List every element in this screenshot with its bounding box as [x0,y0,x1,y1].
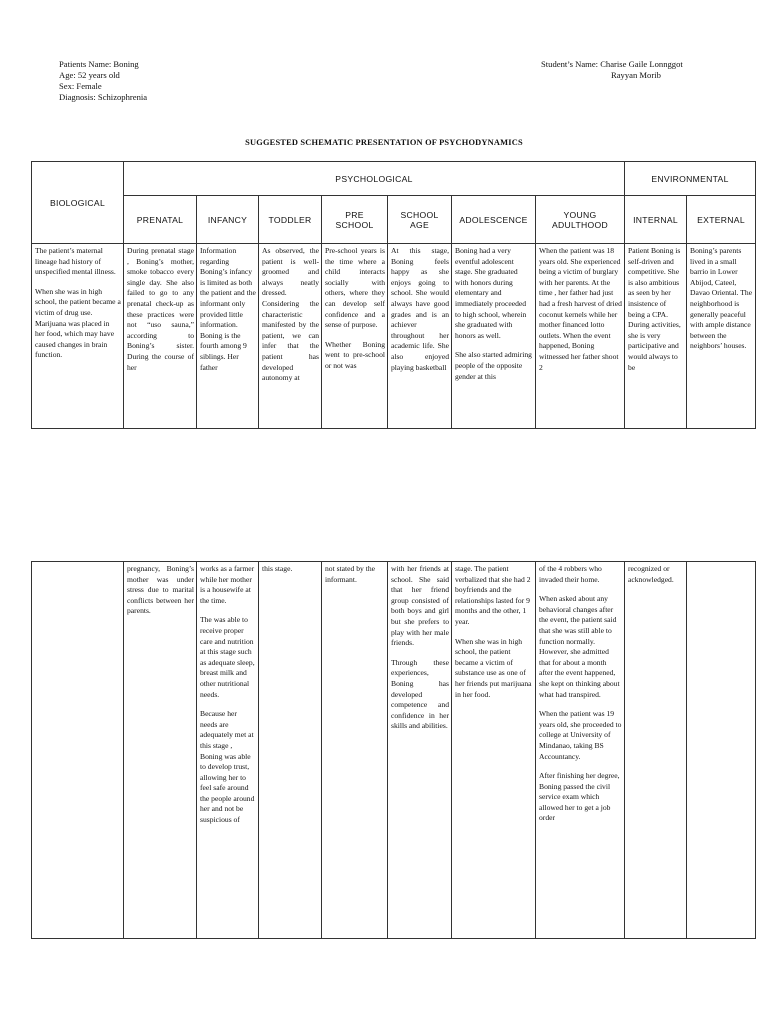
header-environmental: ENVIRONMENTAL [625,162,756,196]
cell-external [687,244,756,429]
paragraph: Patient Boning is self-driven and competitive. She is also ambitious as seen by her insistence of being a CPA. During activities, she is very participative and would always to be [628,246,681,372]
student-info [541,59,683,81]
cell-internal [625,244,687,429]
cell-adolescence-cont [452,562,536,939]
psychodynamics-table-page1 [31,161,756,429]
paragraph: After finishing her degree, Boning passed the civil service exam which allowed her to get a job order [539,771,620,823]
student-name-1: Student’s Name: Charise Gaile Lonnggot [541,59,683,69]
paragraph: recognized or acknowledged. [628,564,674,584]
subheader-schoolage [388,196,452,244]
document-title: SUGGESTED SCHEMATIC PRESENTATION OF PSYCHODYNAMICS [245,138,523,147]
patient-diagnosis: Diagnosis: Schizophrenia [59,92,148,102]
subheader-young-adulthood-line2: ADULTHOOD [552,219,609,230]
paragraph: pregnancy, Boning’s mother was under stress due to marital conflicts between her parents. [127,564,194,616]
cell-young-adulthood [536,244,625,429]
paragraph: Pre-school years is the time where a child interacts socially with others, where they can develop self confidence and a sense of purpose. [325,246,385,330]
paragraph: Because her needs are adequately met at this stage , Boning was able to develop trust, allowing her to feel safe around the people around her and not be suspicious of [200,709,255,825]
subheader-schoolage-line1: SCHOOL [400,209,439,220]
cell-toddler-cont [259,562,322,939]
subheader-internal: INTERNAL [625,196,687,244]
cell-preschool [322,244,388,429]
subheader-young-adulthood-line1: YOUNG [563,209,597,220]
patient-sex: Sex: Female [59,81,102,91]
cell-external-cont [687,562,756,939]
subheader-preschool-line2: SCHOOL [335,219,374,230]
paragraph: At this stage, Boning feels happy as she enjoys going to school. She would always have good grades and is an achiever throughout her academic life. She also enjoyed playing basketball [391,246,449,372]
cell-toddler [259,244,322,429]
cell-biological [32,244,124,429]
paragraph: works as a farmer while her mother is a housewife at the time. [200,564,255,605]
subheader-preschool-line1: PRE [345,209,364,220]
paragraph: As observed, the patient is well-groomed and always neatly dressed. Considering the characteristic manifested by the patient, we can infer that the patient has developed autonomy at [262,246,319,383]
paragraph: not stated by the informant. [325,564,375,584]
cell-prenatal [124,244,197,429]
paragraph: Whether Boning went to pre-school or not was [325,339,385,370]
paragraph: The was able to receive proper care and nutrition at this stage such as adequate sleep, breast milk and other nutritional needs. [200,615,255,699]
psychodynamics-table-page2 [31,561,756,939]
cell-infancy-cont [197,562,259,939]
paragraph: She also started admiring people of the opposite gender at this [455,350,532,381]
paragraph: The patient’s maternal lineage had history of unspecified mental illness. [35,246,116,277]
paragraph: When the patient was 19 years old, she proceeded to college at University of Mindanao, taking BS Accountancy. [539,709,622,761]
subheader-toddler: TODDLER [259,196,322,244]
cell-schoolage [388,244,452,429]
cell-adolescence [452,244,536,429]
paragraph: this stage. [262,564,293,573]
subheader-external: EXTERNAL [687,196,756,244]
patient-age: Age: 52 years old [59,70,120,80]
paragraph: When she was in high school, the patient became a victim of drug use. Marijuana was placed in her food, which may have caused changes in brain function. [35,286,121,360]
paragraph: During prenatal stage , Boning’s mother, smoke tobacco every single day. She also failed to go to any prenatal check-up as these practices were not “uso sauna,” according to Boning’s sister. During the course of her [127,246,194,372]
paragraph: of the 4 robbers who invaded their home. [539,564,602,584]
paragraph: When she was in high school, the patient became a victim of substance use as one of her friends put marijuana in her food. [455,636,532,699]
paragraph: Boning had a very eventful adolescent stage. She graduated with honors during elementary and immediately proceeded to high school, wherein she graduated with honors as well. [455,246,527,340]
paragraph: Boning’s parents lived in a small barrio in Lower Abijod, Cateel, Davao Oriental. The neighborhood is generally peaceful with ample distance between the neighbors’ houses. [690,246,753,351]
patient-name: Patients Name: Boning [59,59,139,69]
cell-prenatal-cont [124,562,197,939]
patient-info [59,59,147,103]
paragraph: Through these experiences, Boning has developed competence and confidence in her skills and abilities. [391,657,449,731]
header-biological: BIOLOGICAL [32,162,124,244]
header-psychological: PSYCHOLOGICAL [124,162,625,196]
paragraph: stage. The patient verbalized that she had 2 boyfriends and the relationships lasted for 9 months and the other, 1 year. [455,564,531,626]
paragraph: with her friends at school. She said that her friend group consisted of both boys and girl but she prefers to play with her male friends. [391,564,449,648]
subheader-preschool [322,196,388,244]
subheader-young-adulthood [536,196,625,244]
subheader-prenatal: PRENATAL [124,196,197,244]
cell-preschool-cont [322,562,388,939]
cell-schoolage-cont [388,562,452,939]
paragraph: When asked about any behavioral changes after the event, the patient said that she was still able to function normally. However, she admitted that for about a month after the event happened, she kept on thinking about what had transpired. [539,594,620,699]
paragraph: Information regarding Boning’s infancy is limited as both the patient and the informant only provided little information. Boning is the fourth among 9 siblings. Her father [200,246,256,372]
student-name-2: Rayyan Morib [611,70,661,80]
subheader-schoolage-line2: AGE [409,219,430,230]
paragraph: When the patient was 18 years old. She experienced being a victim of burglary with her parents. At the time , her father had just had a fresh harvest of dried coconut kernels while her mother financed lotto outlets. When the event happened, Boning witnessed her father shoot 2 [539,246,622,372]
cell-biological-cont [32,562,124,939]
cell-young-adulthood-cont [536,562,625,939]
subheader-infancy: INFANCY [197,196,259,244]
cell-infancy [197,244,259,429]
subheader-adolescence: ADOLESCENCE [452,196,536,244]
cell-internal-cont [625,562,687,939]
